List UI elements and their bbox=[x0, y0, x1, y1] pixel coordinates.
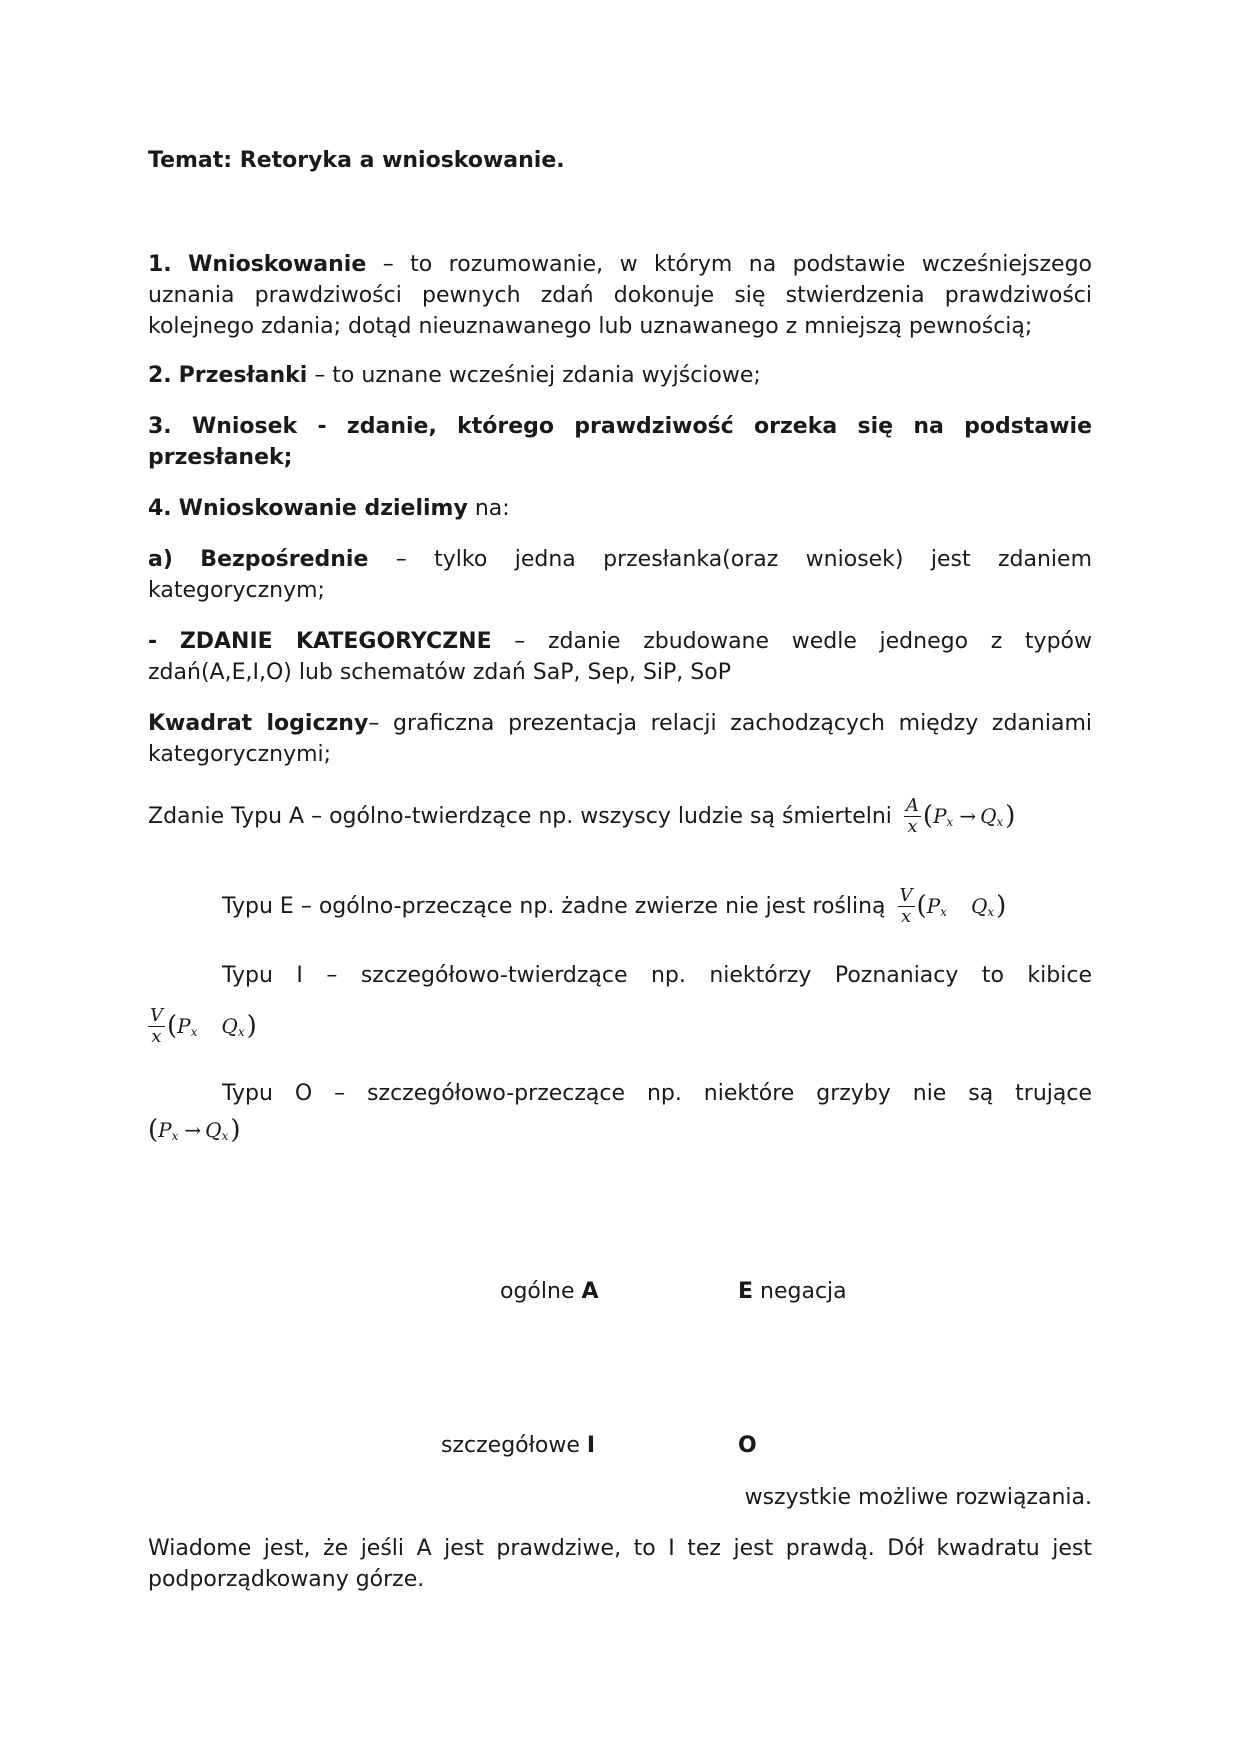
item-1-text: – to rozumowanie, w którym na podstawie wcześniejszego bbox=[382, 252, 1092, 277]
item-1-term: Wnioskowanie bbox=[188, 252, 367, 277]
type-a-formula: $\frac{A}{x}$ ( P x → Q x ) bbox=[905, 794, 1016, 837]
square-top-left-letter: A bbox=[581, 1279, 599, 1304]
final-line-2: podporządkowany górze. bbox=[148, 1567, 425, 1592]
zk-prefix: - bbox=[148, 629, 158, 654]
square-bottom-left bbox=[441, 1430, 595, 1461]
type-e-line bbox=[222, 884, 1006, 928]
item-2-text: – to uznane wcześniej zdania wyjściowe; bbox=[314, 363, 761, 388]
item-a-line-1 bbox=[148, 544, 1092, 575]
item-4-term: Wnioskowanie dzielimy bbox=[178, 496, 468, 521]
final-line-1: Wiadome jest, że jeśli A jest prawdziwe, to I tez jest prawdą. Dół kwadratu jest bbox=[148, 1536, 1092, 1561]
quantifier-a: $\frac{A}{x}$ bbox=[905, 794, 919, 837]
item-2 bbox=[148, 360, 1092, 391]
type-e-formula: $\frac{V}{x}$ ( P x Q x ) bbox=[899, 884, 1007, 927]
type-a-line bbox=[148, 794, 1015, 838]
type-o-text: Typu O – szczegółowo-przeczące np. niektóre grzyby nie są trujące bbox=[222, 1081, 1092, 1106]
square-top-right-word: negacja bbox=[760, 1279, 847, 1304]
type-o-formula: ( P x → Q x ) bbox=[148, 1115, 241, 1145]
type-i-text: Typu I – szczegółowo-twierdzące np. niektórzy Poznaniacy to kibice bbox=[222, 963, 1092, 988]
document-title: Temat: Retoryka a wnioskowanie. bbox=[148, 148, 565, 173]
square-bottom-left-letter: I bbox=[586, 1433, 596, 1458]
quantifier-i: $\frac{V}{x}$ bbox=[150, 1004, 163, 1047]
item-2-number: 2. bbox=[148, 363, 172, 388]
item-a-text: – tylko jedna przesłanka(oraz wniosek) jest zdaniem bbox=[395, 547, 1093, 572]
item-1-line-2: uznania prawdziwości pewnych zdań dokonuje się stwierdzenia prawdziwości bbox=[148, 283, 1092, 308]
square-top-right-letter: E bbox=[738, 1279, 754, 1304]
item-a-line-2: kategorycznym; bbox=[148, 578, 325, 603]
kw-line-1 bbox=[148, 708, 1092, 739]
item-1-number: 1. bbox=[148, 252, 172, 277]
kw-text: – graficzna prezentacja relacji zachodzących między zdaniami bbox=[368, 711, 1092, 736]
zk-text: – zdanie zbudowane wedle jednego z typów bbox=[514, 629, 1092, 654]
zk-line-1 bbox=[148, 626, 1092, 657]
item-2-term: Przesłanki bbox=[178, 363, 308, 388]
item-4-text: na: bbox=[474, 496, 510, 521]
item-4 bbox=[148, 493, 1092, 524]
item-4-number: 4. bbox=[148, 496, 172, 521]
kw-line-2: kategorycznymi; bbox=[148, 742, 332, 767]
item-1-line-3: kolejnego zdania; dotąd nieuznawanego lub uznawanego z mniejszą pewnością; bbox=[148, 314, 1033, 339]
item-1-line-1 bbox=[148, 249, 1092, 280]
zk-line-2: zdań(A,E,I,O) lub schematów zdań SaP, Sep, SiP, SoP bbox=[148, 660, 731, 685]
square-top-left bbox=[500, 1276, 599, 1307]
type-i-formula: $\frac{V}{x}$ ( P x Q x ) bbox=[150, 1004, 257, 1047]
item-3-line-2: przesłanek; bbox=[148, 445, 293, 470]
square-top-right bbox=[738, 1276, 847, 1307]
type-a-text: Zdanie Typu A – ogólno-twierdzące np. wszyscy ludzie są śmiertelni bbox=[148, 803, 892, 829]
type-e-text: Typu E – ogólno-przeczące np. żadne zwierze nie jest rośliną bbox=[222, 893, 886, 919]
quantifier-e: $\frac{V}{x}$ bbox=[899, 884, 913, 927]
kw-term: Kwadrat logiczny bbox=[148, 711, 369, 736]
square-bottom-right-letter: O bbox=[738, 1433, 757, 1458]
all-solutions-text: wszystkie możliwe rozwiązania. bbox=[744, 1485, 1092, 1510]
item-3-line-1: 3. Wniosek - zdanie, którego prawdziwość orzeka się na podstawie bbox=[148, 414, 1092, 439]
item-a-term: Bezpośrednie bbox=[200, 547, 369, 572]
square-bottom-left-word: szczegółowe bbox=[441, 1433, 580, 1458]
item-a-label: a) bbox=[148, 547, 173, 572]
square-top-left-word: ogólne bbox=[500, 1279, 575, 1304]
zk-term: ZDANIE KATEGORYCZNE bbox=[179, 629, 492, 654]
